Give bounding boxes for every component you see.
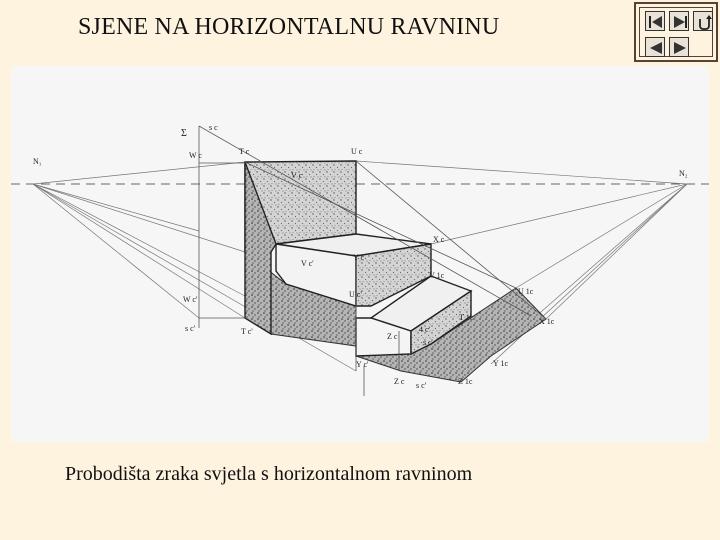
last-slide-button[interactable]: [669, 37, 689, 57]
shadow-construction-figure: [11, 66, 709, 442]
label-y-c-prime: Y c': [356, 360, 369, 369]
label-s-c-prime-lower: s c': [416, 381, 427, 390]
label-sigma: Σ: [181, 128, 187, 139]
label-u-c: U c: [351, 147, 363, 156]
return-button[interactable]: [693, 11, 713, 31]
label-s-c-prime: s c': [185, 324, 196, 333]
next-slide-button[interactable]: [669, 11, 689, 31]
label-z-c: Z c: [387, 332, 398, 341]
slide-title: SJENE NA HORIZONTALNU RAVNINU: [78, 14, 500, 40]
label-x-c: X c: [433, 235, 445, 244]
label-t1-c: T 1c: [459, 313, 474, 322]
first-slide-button[interactable]: [645, 11, 665, 31]
label-v-c: V c: [291, 171, 303, 180]
return-icon: [694, 12, 714, 32]
label-v1-c: V 1c: [429, 271, 445, 280]
previous-slide-button[interactable]: [645, 37, 665, 57]
slide-caption: Probodišta zraka svjetla s horizontalnom ravninom: [65, 463, 473, 485]
perspective-drawing: [11, 66, 709, 442]
label-w-c-prime: W c': [183, 295, 198, 304]
label-y1-c: Y 1c: [493, 359, 509, 368]
previous-icon: [646, 38, 666, 58]
label-t-c-prime: T c': [241, 327, 253, 336]
label-y-c: Y c: [353, 253, 365, 262]
navigation-panel: [634, 2, 718, 62]
label-x1-c: X 1c: [539, 317, 555, 326]
label-s-c: s c: [209, 123, 218, 132]
label-point-4: 4 c': [419, 325, 430, 334]
label-z-c-lower: Z c: [394, 377, 405, 386]
label-t-c: T c: [239, 147, 250, 156]
last-icon: [670, 38, 690, 58]
label-n1: N₁: [33, 157, 42, 166]
label-u1-c: U 1c: [518, 287, 534, 296]
label-n2: N₂: [679, 169, 688, 178]
label-u-c-prime: U c': [349, 290, 362, 299]
first-icon: [646, 12, 666, 32]
label-z1-c: Z 1c: [458, 377, 473, 386]
label-s-c-lower: s c: [423, 338, 432, 347]
label-w-c: W c: [189, 151, 202, 160]
next-icon: [670, 12, 690, 32]
label-v-c-prime: V c': [301, 259, 314, 268]
